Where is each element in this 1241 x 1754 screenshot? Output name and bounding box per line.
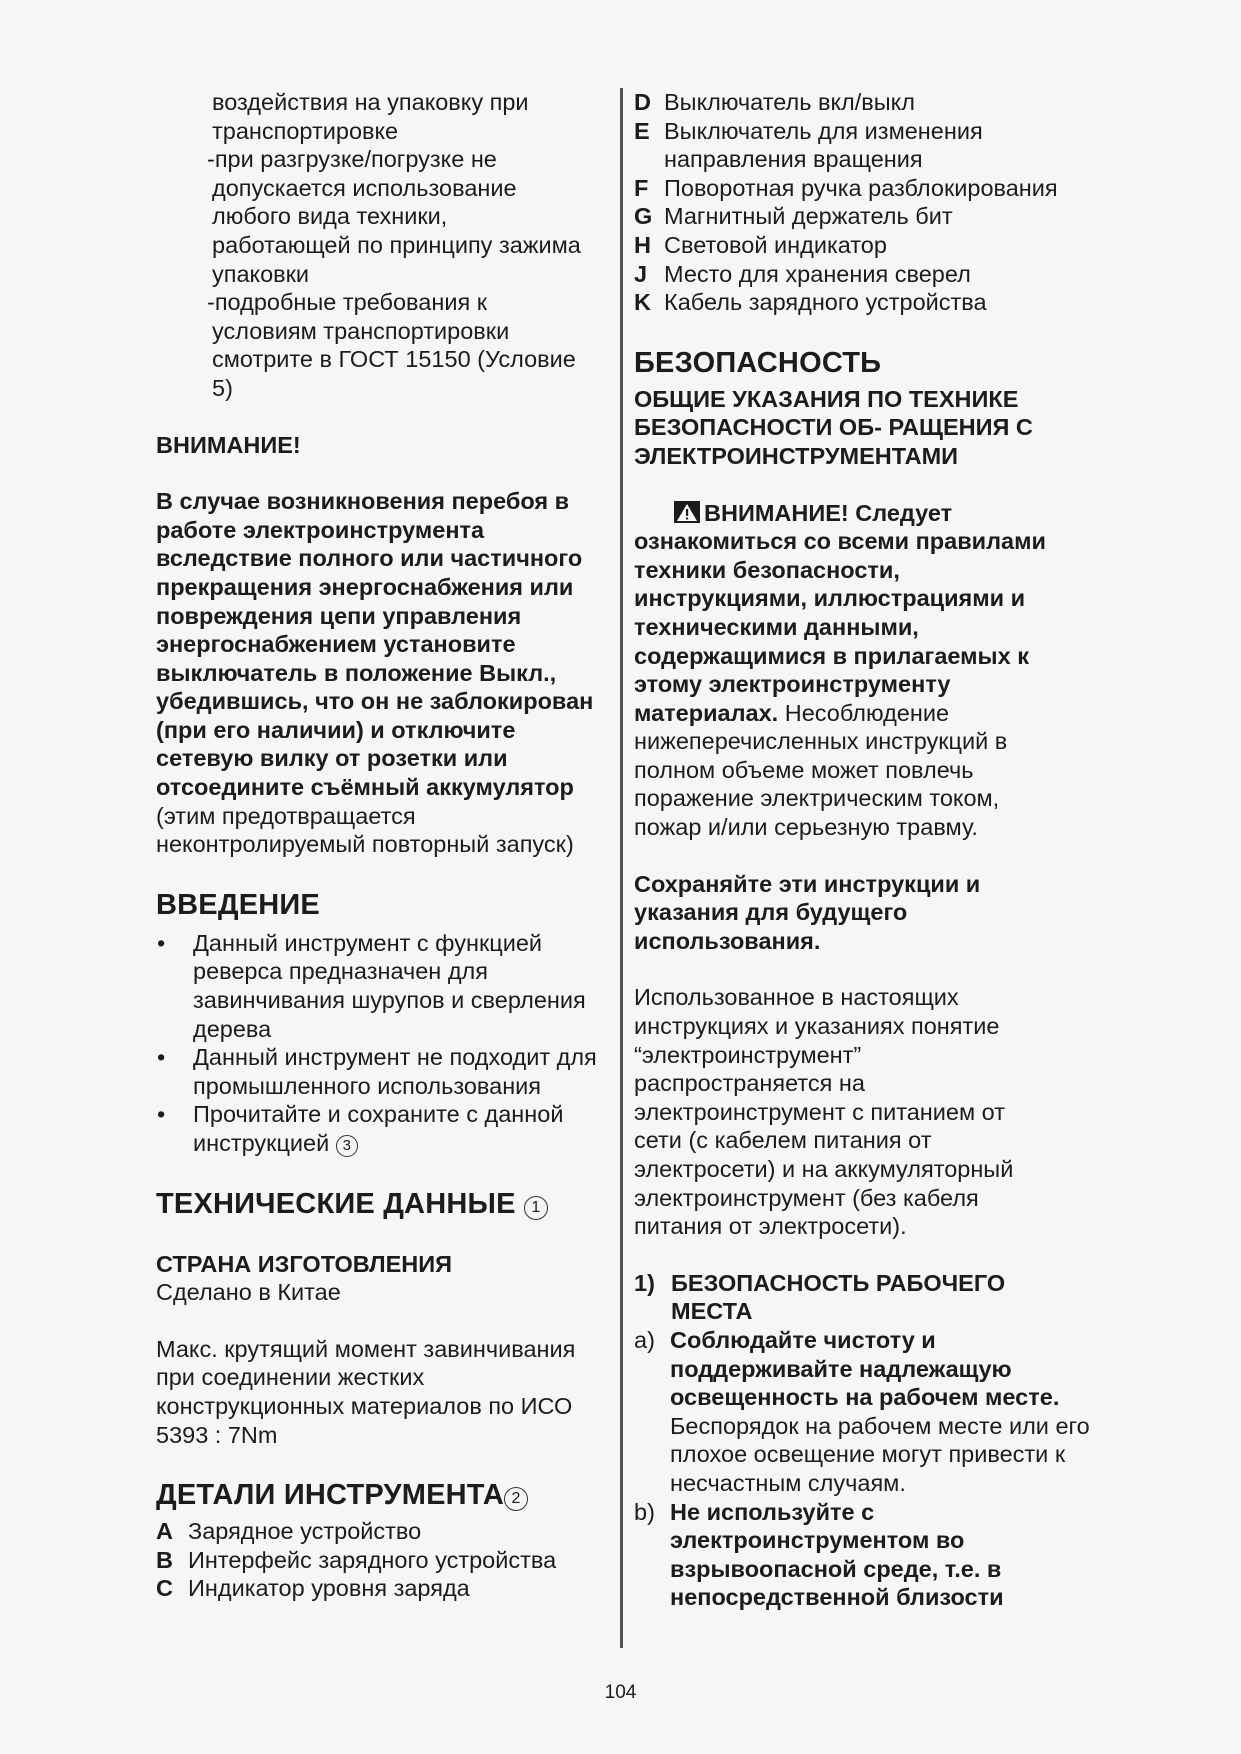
item-bold-text: Не используйте с электроинструментом во взрывоопасной среде, т.е. в непосредственной близости: [670, 1498, 1004, 1611]
warning-normal-text: Несоблюдение нижеперечисленных инструкций в полном объеме может повлечь поражение электрическим током, пожар и/или серьезную травму.: [634, 699, 1008, 841]
column-divider: [620, 88, 623, 1648]
part-text: Поворотная ручка разблокирования: [664, 174, 1058, 201]
attention-title: ВНИМАНИЕ!: [156, 431, 301, 458]
transport-requirements: [156, 88, 616, 403]
workplace-safety-heading: [634, 1269, 1031, 1326]
part-item: [634, 202, 1104, 231]
right-column: [634, 88, 1104, 1612]
part-text: Интерфейс зарядного устройства: [188, 1546, 557, 1573]
part-text: Световой индикатор: [664, 231, 887, 258]
tech-data-title: ТЕХНИЧЕСКИЕ ДАННЫЕ: [156, 1187, 516, 1220]
part-item: [634, 231, 1104, 260]
text-line: смотрите в ГОСТ 15150 (Условие: [212, 346, 576, 373]
workplace-item-a: [634, 1326, 1104, 1498]
text-line: допускается использование: [212, 174, 517, 201]
part-letter: G: [634, 203, 653, 230]
part-text: Выключатель вкл/выкл: [664, 89, 915, 115]
part-text: Выключатель для изменения направления вращения: [664, 117, 983, 173]
workplace-safety-title: БЕЗОПАСНОСТЬ РАБОЧЕГО МЕСТА: [671, 1269, 1006, 1325]
list-item: • Прочитайте и сохраните с данной инструкцией 3: [157, 1101, 564, 1156]
item-normal-text: Беспорядок на рабочем месте или его плохое освещение могут привести к несчастным случаям.: [670, 1412, 1090, 1496]
section-number: 1): [634, 1269, 655, 1296]
list-item-text: Данный инструмент с функцией реверса предназначен для завинчивания шурупов и сверления дерева: [193, 929, 586, 1042]
workplace-item-b: [634, 1498, 1104, 1612]
part-item: [634, 88, 1104, 117]
part-item: [156, 1517, 616, 1546]
text-line: транспортировке: [212, 117, 399, 144]
item-label: a): [634, 1326, 655, 1353]
part-item: [156, 1574, 616, 1603]
part-item: [634, 117, 1104, 174]
text-line: -при разгрузке/погрузке не: [207, 146, 497, 173]
attention-paragraph: [156, 487, 611, 859]
part-letter: E: [634, 117, 650, 144]
text-line: 5): [212, 374, 233, 401]
part-text: Зарядное устройство: [188, 1518, 422, 1545]
general-safety-title: ОБЩИЕ УКАЗАНИЯ ПО ТЕХНИКЕ БЕЗОПАСНОСТИ ОБ- РАЩЕНИЯ С ЭЛЕКТРОИНСТРУМЕНТАМИ: [634, 385, 1033, 469]
text-line: упаковки: [212, 260, 310, 287]
parts-list-right: [634, 88, 1104, 317]
part-letter: B: [156, 1546, 173, 1573]
text-line: любого вида техники,: [212, 203, 448, 230]
part-letter: D: [634, 89, 651, 115]
warning-paragraph: [634, 499, 1064, 842]
tech-data-heading: [156, 1186, 616, 1222]
part-item: [634, 174, 1104, 203]
part-item: [634, 260, 1104, 289]
safety-heading: БЕЗОПАСНОСТЬ: [634, 346, 882, 379]
text-line: -подробные требования к: [207, 289, 487, 316]
parts-heading: [156, 1477, 616, 1513]
attention-normal-text: (этим предотвращается неконтролируемый повторный запуск): [156, 802, 574, 858]
part-letter: K: [634, 289, 651, 316]
figure-ref-3-icon: 3: [336, 1135, 358, 1157]
parts-list-left: [156, 1517, 616, 1603]
country-title: СТРАНА ИЗГОТОВЛЕНИЯ: [156, 1250, 453, 1277]
intro-heading: ВВЕДЕНИЕ: [156, 888, 320, 921]
part-letter: H: [634, 231, 651, 258]
list-item: • Данный инструмент не подходит для промышленного использования: [157, 1044, 597, 1099]
item-bold-text: Соблюдайте чистоту и поддерживайте надлежащую освещенность на рабочем месте.: [670, 1326, 1060, 1411]
text-line: работающей по принципу зажима: [212, 231, 581, 258]
figure-ref-1-icon: 1: [524, 1196, 548, 1220]
part-item: [634, 288, 1104, 317]
list-item-text: Данный инструмент не подходит для промышленного использования: [193, 1044, 597, 1099]
part-letter: A: [156, 1518, 173, 1545]
figure-ref-2-icon: 2: [504, 1487, 528, 1511]
country-value: Сделано в Китае: [156, 1279, 341, 1306]
parts-title: ДЕТАЛИ ИНСТРУМЕНТА: [156, 1479, 505, 1512]
part-letter: C: [156, 1575, 173, 1602]
text-line: условиям транспортировки: [212, 317, 510, 344]
save-instructions-text: Сохраняйте эти инструкции и указания для будущего использования.: [634, 870, 981, 954]
part-letter: F: [634, 174, 649, 201]
part-text: Кабель зарядного устройства: [664, 289, 987, 316]
intro-list: [156, 929, 616, 1158]
part-text: Место для хранения сверел: [664, 260, 971, 287]
term-definition-text: Использованное в настоящих инструкциях и указаниях понятие “электроинструмент” распространяется на электроинструмент с питанием от сети (с кабелем питания от электросети) и на аккумуляторный электроинструмент (без кабеля питания от электросети).: [634, 984, 1014, 1240]
warning-triangle-icon: [674, 501, 700, 523]
text-line: воздействия на упаковку при: [212, 89, 529, 115]
list-item-text: Прочитайте и сохраните с данной инструкцией: [193, 1101, 564, 1156]
part-text: Индикатор уровня заряда: [188, 1575, 470, 1602]
part-letter: J: [634, 260, 648, 287]
part-item: [156, 1546, 616, 1575]
part-text: Магнитный держатель бит: [664, 203, 953, 230]
warning-bold-text: ВНИМАНИЕ! Следует ознакомиться со всеми правилами техники безопасности, инструкциями, иллюстрациями и техническими данными, содержащимися в прилагаемых к этому электроинструменту материалах.: [634, 499, 1046, 726]
left-column: [156, 88, 616, 1603]
list-item: • Данный инструмент с функцией реверса предназначен для завинчивания шурупов и сверления дерева: [157, 929, 586, 1042]
page-number: 104: [604, 1682, 637, 1703]
torque-text: Макс. крутящий момент завинчивания при соединении жестких конструкционных материалов по ИСО 5393 : 7Nm: [156, 1335, 576, 1448]
attention-bold-text: В случае возникновения перебоя в работе электроинструмента вследствие полного или частичного прекращения энергоснабжения или повреждения цепи управления энергоснабжением установите выключатель в положение Выкл., убедившись, что он не заблокирован (при его наличии) и отключите сетевую вилку от розетки или отсоедините съёмный аккумулятор: [156, 488, 594, 801]
item-label: b): [634, 1498, 655, 1525]
